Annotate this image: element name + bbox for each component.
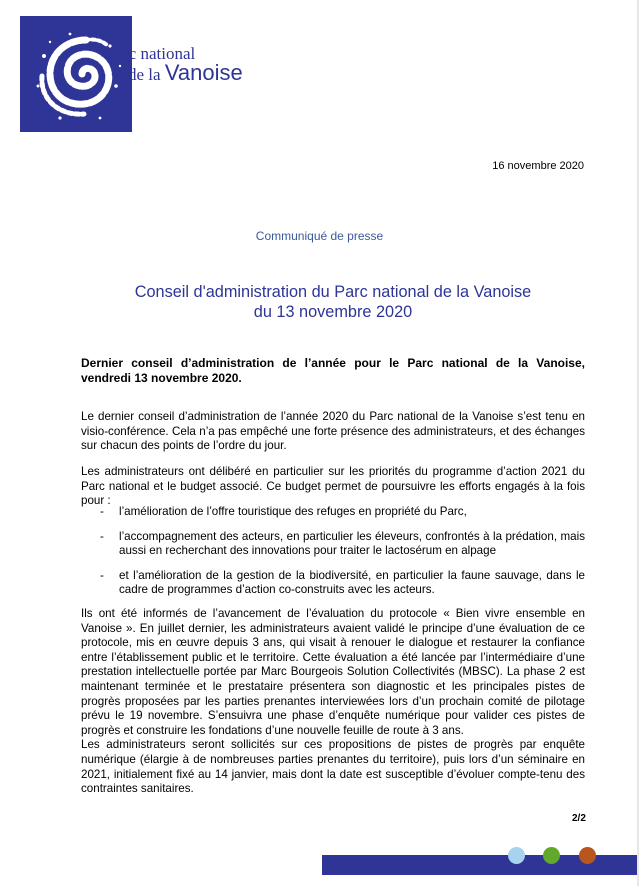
press-release-label: Communiqué de presse (255, 229, 384, 243)
lead-line-2: vendredi 13 novembre 2020. (81, 371, 242, 385)
priority-list (81, 505, 585, 608)
footer-dot-green (543, 847, 560, 864)
paragraph-3-text: Ils ont été informés de l’avancement de l’évaluation du protocole « Bien vivre ensemble en Vanoise ». En juillet dernier, les administrateurs avaient validé le principe d’une évaluation de ce protocole, mis en œuvre depuis 3 ans, qui visait à renouer le dialogue et restaurer la confiance entre l’établissement public et le territoire. Cette évaluation a été lancée par l’intermédiaire d’une prestation intellectuelle portée par Marc Bourgeois Solution Collectivités (MBSC). La phase 2 est maintenant terminée et le prestataire présentera son diagnostic et les principales pistes de progrès proposées par les parties prenantes interviewées lors d’un prochain comité de pilotage prévu le 19 novembre. S’ensuivra une phase d’enquête numérique pour valider ces pistes de progrès et construire les fondations d’une nouvelle feuille de route à 3 ans. (81, 607, 585, 737)
footer-dot-light-blue (508, 847, 525, 864)
brand-line-1: Parc national (106, 44, 196, 63)
list-item (81, 569, 585, 598)
title-line-1: Conseil d'administration du Parc national de la Vanoise (134, 283, 532, 301)
page-title (0, 282, 639, 322)
list-dash: - (100, 505, 104, 518)
brand-line-2-name: Vanoise (164, 60, 243, 85)
paragraph-4-text: Les administrateurs seront sollicités sur ces propositions de pistes de progrès par enquête numérique (élargie à de nombreuses parties prenantes du territoire), puis lors d’un séminaire en 2021, initialement fixé au 14 janvier, mais dont la date est susceptible d’évoluer compte-tenu des contraintes sanitaires. (81, 738, 585, 796)
list-dash: - (100, 529, 104, 543)
list-item-text: l’amélioration de l’offre touristique des refuges en propriété du Parc, (119, 505, 467, 518)
paragraph-2: Les administrateurs ont délibéré en particulier sur les priorités du programme d’action 2021 du Parc national et le budget associé. Ce budget permet de poursuivre les efforts engagés à la fois pour : (81, 465, 585, 508)
document-date: 16 novembre 2020 (492, 160, 584, 172)
list-item (81, 530, 585, 559)
list-dash: - (100, 568, 104, 582)
lead-line-1: Dernier conseil d’administration de l’année pour le Parc national de la Vanoise, (81, 356, 585, 370)
lead-paragraph (81, 356, 585, 386)
title-line-2: du 13 novembre 2020 (253, 303, 413, 321)
paragraph-3 (81, 607, 585, 797)
page-number: 2/2 (572, 813, 586, 824)
paragraph-1: Le dernier conseil d’administration de l’année 2020 du Parc national de la Vanoise s’est tenu en visio-conférence. Cela n’a pas empêché une forte présence des administrateurs, et des échanges sur chacun des points de l’ordre du jour. (81, 410, 585, 453)
list-item (81, 505, 585, 520)
footer-dot-brown (579, 847, 596, 864)
brand-line-2-prefix: de la (128, 65, 161, 84)
list-item-text: l’accompagnement des acteurs, en particulier les éleveurs, confrontés à la prédation, mais aussi en recherchant des innovations pour traiter le lactosérum en alpage (119, 529, 585, 558)
list-item-text: et l’amélioration de la gestion de la biodiversité, en particulier la faune sauvage, dans le cadre de programmes d’action co-construits avec les acteurs. (119, 568, 585, 597)
brand-name (104, 44, 243, 84)
brand-line-2 (104, 60, 243, 85)
